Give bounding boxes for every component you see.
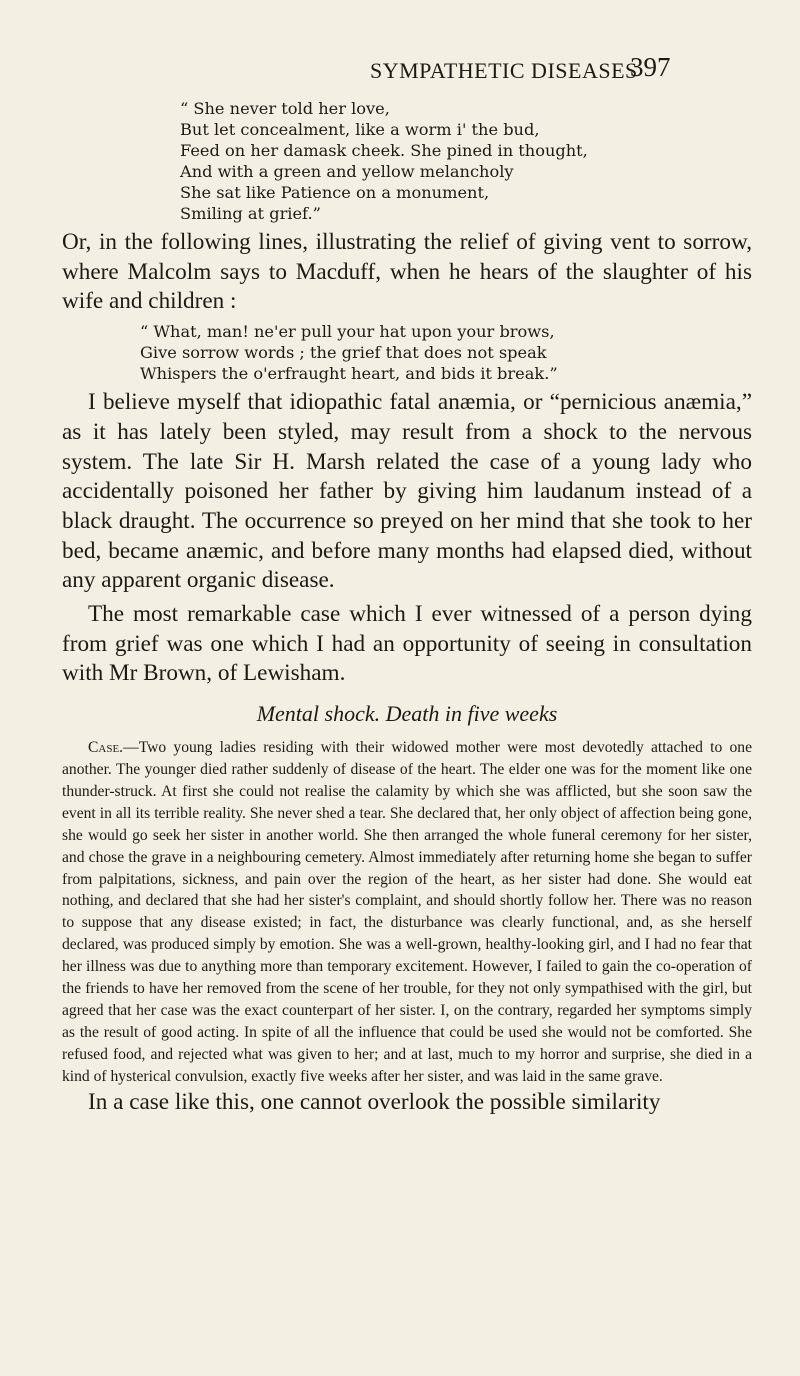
case-text: —Two young ladies residing with their widowed mother were most devotedly attached to one another. The younger died rather suddenly of disease of the heart. The elder one was for the moment like one thunder-struck. At first she could not realise the calamity by which she was afflicted, but she soon saw the event in all its terrible reality. She never shed a tear. She declared that, her only object of affection being gone, she would go seek her sister in another world. She then arranged the whole funeral ceremony for her sister, and chose the grave in a neighbouring cemetery. Almost immediately after returning home she began to suffer from palpitations, sickness, and pain over the region of the heart, as her sister had done. She would eat nothing, and declared that she had her sister's complaint, and should shortly follow her. There was no reason to suppose that any disease existed; in fact, the disturbance was clearly functional, and, as she herself declared, was produced simply by emotion. She was a well-grown, healthy-looking girl, and I had no fear that her illness was due to anything more than temporary excitement. However, I failed to gain the co-operation of the friends to have her removed from the scene of her trouble, for they not only sympathised with the girl, but agreed that her case was the exact counterpart of her sister. I, on the contrary, regarded her symptoms simply as the result of good acting. In spite of all the influence that could be used she would not be comforted. She refused food, and rejected what was given to her; and at last, much to my horror and surprise, she died in a kind of hysterical convulsion, exactly five weeks after her sister, and was laid in the same grave. [62, 739, 752, 1085]
continuing-line: In a case like this, one cannot overlook the possible similarity [88, 1088, 661, 1115]
verse-line: “ She never told her love, [180, 99, 390, 118]
case-paragraph [62, 737, 752, 1088]
page-header [0, 52, 800, 88]
page-content [62, 98, 752, 1116]
running-head: SYMPATHETIC DISEASES [370, 58, 638, 83]
verse-line: Feed on her damask cheek. She pined in thought, [180, 141, 588, 160]
verse-line: And with a green and yellow melancholy [180, 162, 514, 181]
case-label: Case. [88, 739, 124, 757]
verse-line: “ What, man! ne'er pull your hat upon your brows, [140, 322, 555, 342]
body-paragraph: Or, in the following lines, illustrating the relief of giving vent to sorrow, where Malcolm says to Macduff, when he hears of the slaughter of his wife and children : [62, 229, 752, 315]
verse-line: Smiling at grief.” [180, 204, 321, 223]
verse-line: Give sorrow words ; the grief that does not speak [140, 343, 547, 363]
section-subheading: Mental shock. Death in five weeks [256, 701, 558, 727]
page-number: 397 [630, 52, 671, 82]
body-paragraph: I believe myself that idiopathic fatal anæmia, or “pernicious anæmia,” as it has lately been styled, may result from a shock to the nervous system. The late Sir H. Marsh related the case of a young lady who accidentally poisoned her father by giving him laudanum instead of a black draught. The occurrence so preyed on her mind that she took to her bed, became anæmic, and before many months had elapsed died, without any apparent organic disease. [62, 389, 752, 594]
verse-line: But let concealment, like a worm i' the bud, [180, 120, 540, 139]
verse-quotation [180, 98, 752, 224]
verse-line: She sat like Patience on a monument, [180, 183, 490, 202]
verse-line: Whispers the o'erfraught heart, and bids it break.” [140, 364, 558, 384]
body-paragraph: The most remarkable case which I ever witnessed of a person dying from grief was one which I had an opportunity of seeing in consultation with Mr Brown, of Lewisham. [62, 601, 752, 687]
verse-quotation [140, 321, 752, 384]
